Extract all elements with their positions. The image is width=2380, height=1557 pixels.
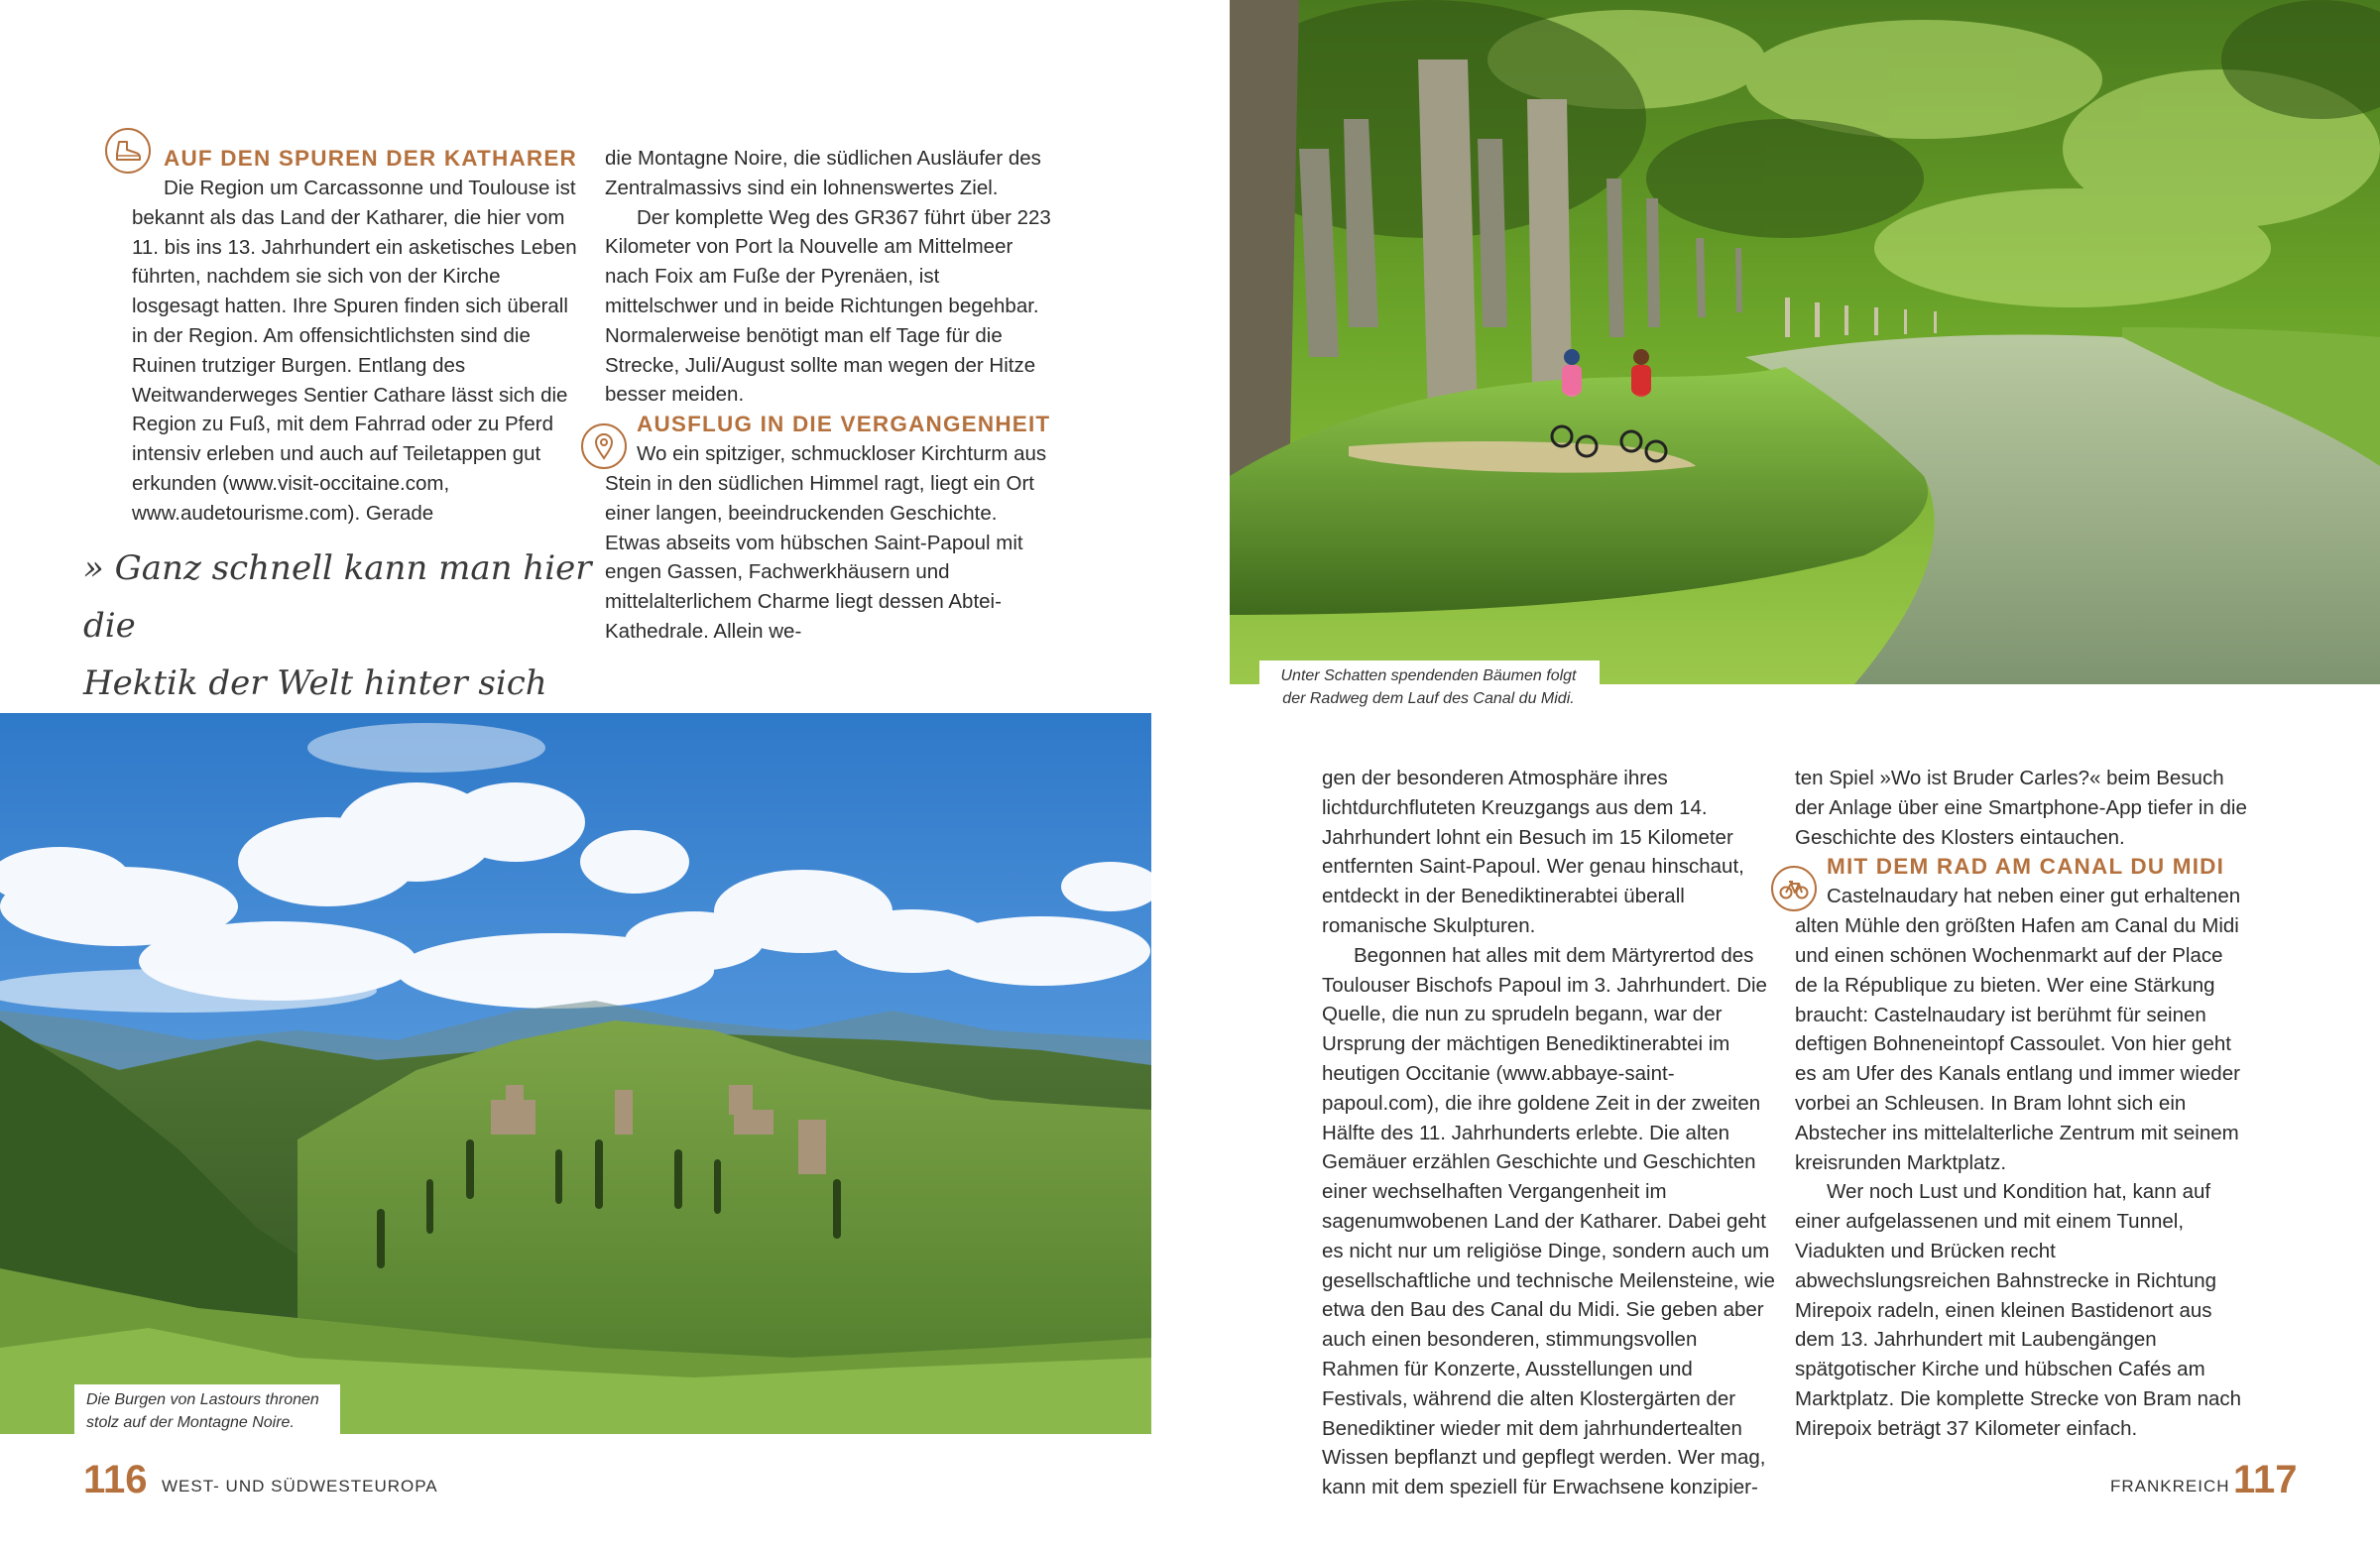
heading-vergangenheit: AUSFLUG IN DIE VERGANGENHEIT — [637, 412, 1051, 437]
heading-canal-du-midi: MIT DEM RAD AM CANAL DU MIDI — [1827, 854, 2225, 880]
pull-quote-line-2: Hektik der Welt hinter sich — [83, 663, 547, 703]
caption-canal-text: Unter Schatten spendenden Bäumen folgt der Radweg dem Lauf des Canal du Midi. — [1280, 667, 1577, 707]
page-number-left: 116 — [83, 1458, 148, 1501]
section-label-right: FRANKREICH — [2110, 1477, 2230, 1496]
paragraph-gr367: Der komplette Weg des GR367 führt über 223 Kilometer von Port la Nouvelle am Mittelmeer nach Foix am Fuße der Pyrenäen, ist mittelschwer und in beide Richtungen begehbar. Normalerweise benötigt man elf Tage für die Strecke, Juli/August sollte man wegen der Hitze besser meiden. — [605, 205, 1051, 407]
caption-lastours — [74, 1384, 340, 1434]
paragraph-kirchturm: Wo ein spitziger, schmuckloser Kirchturm aus Stein in den südlichen Himmel ragt, liegt ein Ort einer langen, beeindruckenden Geschichte. Etwas abseits vom hübschen Saint-Papoul mit engen Gassen, Fachwerkhäusern und mittelalterlichem Charme liegt dessen Abtei-Kathedrale. Allein we- — [605, 442, 1047, 643]
paragraph-montagne-noire: die Montagne Noire, die südlichen Ausläufer des Zentralmassivs sind ein lohnenswertes Ziel. — [605, 147, 1041, 199]
pull-quote-line-1: » Ganz schnell kann man hier die — [83, 548, 592, 646]
photo-canal-du-midi — [1230, 0, 2380, 684]
location-pin-icon — [581, 423, 627, 469]
right-column-2 — [1795, 764, 2251, 1444]
paragraph-katharer: Die Region um Carcassonne und Toulouse ist bekannt als das Land der Katharer, die hier vom 11. bis ins 13. Jahrhundert ein asketisches Leben führten, nachdem sie sich von der Kirche losgesagt hatten. Ihre Spuren finden sich überall in der Region. Am offensichtlichsten sind die Ruinen trutziger Burgen. Entlang des Weitwanderweges Sentier Cathare lässt sich die Region zu Fuß, mit dem Fahrrad oder zu Pferd intensiv erleben und auch auf Teiletappen gut erkunden (www.visit-occitaine.com, www.audetourisme.com). Gerade — [132, 177, 577, 525]
paragraph-mirepoix: Wer noch Lust und Kondition hat, kann auf einer aufgelassenen und mit einem Tunnel, Viadukten und Brücken recht abwechslungsreichen Bahnstrecke in Richtung Mirepoix radeln, einen kleinen Bastidenort aus dem 13. Jahrhundert mit Laubengängen spätgotischer Kirche und hübschen Cafés am Marktplatz. Die komplette Strecke von Bram nach Mirepoix beträgt 37 Kilometer einfach. — [1795, 1180, 2242, 1440]
paragraph-maertyrertod: Begonnen hat alles mit dem Märtyrertod des Toulouser Bischofs Papoul im 3. Jahrhundert. Die Quelle, die nun zu sprudeln begann, war der Ursprung der mächtigen Benediktinerabtei im heutigen Occitanie (www.abbaye-saint-papoul.com), die ihre goldene Zeit in der zweiten Hälfte des 11. Jahrhunderts erlebte. Die alten Gemäuer erzählen Geschichte und Geschichten einer wechselhaften Vergangenheit im sagenumwobenen Land der Katharer. Dabei geht es nicht nur um religiöse Dinge, sondern auch um gesellschaftliche und technische Meilensteine, wie etwa den Bau des Canal du Midi. Sie geben aber auch einen besonderen, stimmungsvollen Rahmen für Konzerte, Ausstellungen und Festivals, während die alten Klostergärten der Benediktiner wieder mit dem jahrhundertealten Wissen bepflanzt und gepflegt werden. Wer mag, kann mit dem speziell für Erwachsene konzipier- — [1322, 943, 1775, 1499]
caption-lastours-text: Die Burgen von Lastours thronen stolz auf der Montagne Noire. — [86, 1391, 319, 1431]
bicycle-icon — [1771, 866, 1817, 911]
heading-katharer: AUF DEN SPUREN DER KATHARER — [164, 146, 577, 171]
section-label-left: WEST- UND SÜDWESTEUROPA — [162, 1477, 438, 1496]
left-column-1 — [132, 144, 580, 529]
paragraph-castelnaudary: Castelnaudary hat neben einer gut erhaltenen alten Mühle den größten Hafen am Canal du Midi und einen schönen Wochenmarkt auf der Place de la République zu bieten. Wer eine Stärkung braucht: Castelnaudary ist berühmt für seinen deftigen Bohneneintopf Cassoulet. Von hier geht es am Ufer des Kanals entlang und immer wieder vorbei an Schleusen. In Bram lohnt sich ein Abstecher ins mittelalterliche Zentrum mit seinem kreisrunden Marktplatz. — [1795, 885, 2241, 1174]
left-column-2 — [605, 144, 1053, 647]
photo-lastours-castles — [0, 713, 1151, 1434]
paragraph-bruder-carles: ten Spiel »Wo ist Bruder Carles?« beim Besuch der Anlage über eine Smartphone-App tiefer in die Geschichte des Klosters eintauchen. — [1795, 767, 2247, 849]
right-column-1 — [1322, 764, 1778, 1502]
paragraph-kreuzgang: gen der besonderen Atmosphäre ihres lichtdurchfluteten Kreuzgangs aus dem 14. Jahrhundert lohnt ein Besuch im 15 Kilometer entfernten Saint-Papoul. Wer genau hinschaut, entdeckt in der Benediktinerabtei überall romanische Skulpturen. — [1322, 767, 1744, 937]
caption-canal — [1259, 660, 1600, 710]
page-number-right: 117 — [2233, 1458, 2298, 1501]
